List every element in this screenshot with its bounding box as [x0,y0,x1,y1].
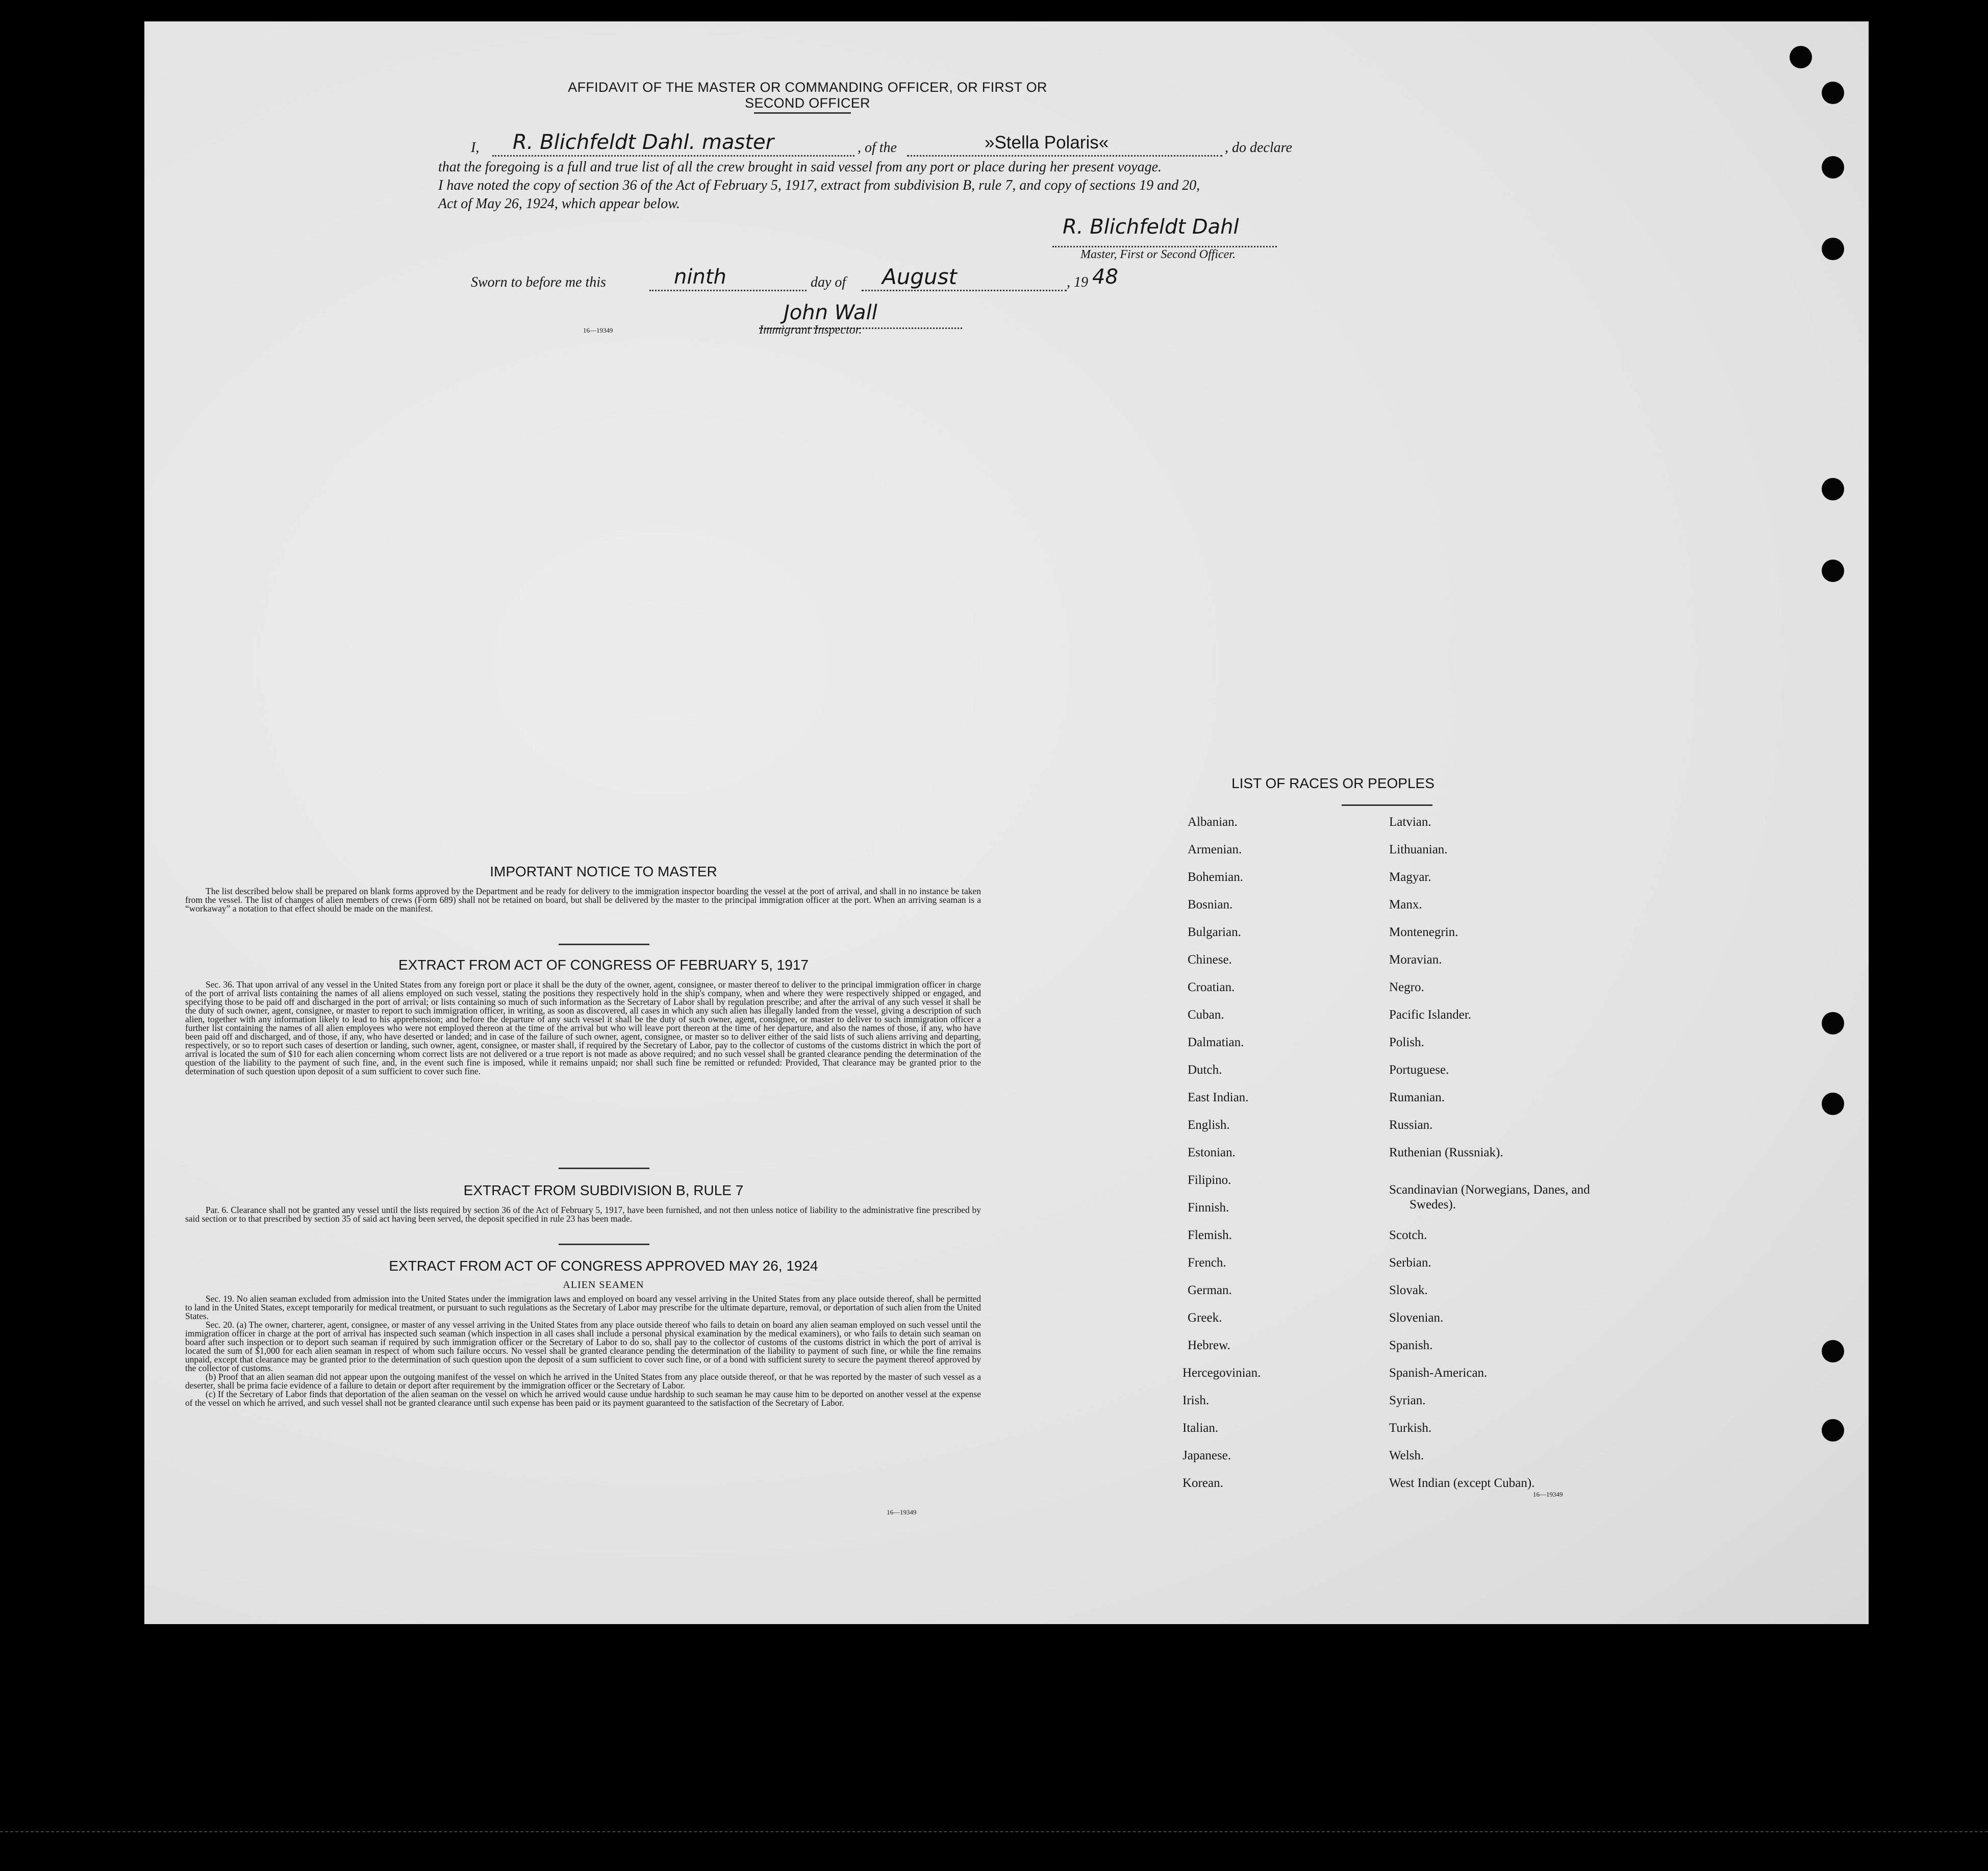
race-item: Hebrew. [1188,1338,1230,1352]
notice-text: The list described below shall be prepared on blank forms approved by the Department and be ready for delivery to the immigration inspector boarding the vessel at the port of arrival, and shall in no instance be taken from the vessel. The list of changes of alien members of crews (Form 689) shall not be retained on board, but shall be delivered by the master to the principal immigration officer at the port. When an arriving seaman is a “workaway” a notation to that effect should be made on the manifest. [185,886,981,914]
race-item: Russian. [1389,1118,1433,1132]
master-name-field [492,131,854,157]
race-item: Croatian. [1188,980,1235,994]
race-item: Cuban. [1188,1008,1224,1022]
race-item: Dutch. [1188,1063,1222,1077]
race-item: Estonian. [1188,1146,1236,1159]
sworn-label: Sworn to before me this [471,274,606,290]
master-signer-title: Master, First or Second Officer. [1080,248,1236,261]
binder-hole [1822,1419,1844,1442]
affidavit-line-1 [471,131,1537,157]
scan-edge-line [0,1831,1988,1832]
race-item: Albanian. [1188,815,1238,829]
race-item: Rumanian. [1389,1091,1445,1104]
extract-1924-body [185,1295,981,1407]
sworn-line [471,264,1185,292]
race-item: Armenian. [1188,843,1242,856]
day-value: ninth [674,265,726,289]
year-prefix: , 19 [1067,274,1088,290]
race-item: German. [1188,1283,1232,1297]
binder-hole [1822,478,1844,500]
race-item: Bosnian. [1188,898,1233,912]
race-item: Filipino. [1188,1173,1231,1187]
extract-1924-heading: EXTRACT FROM ACT OF CONGRESS APPROVED MAY 26, 1924 [389,1258,818,1274]
master-name-value: R. Blichfeldt Dahl. master [513,131,774,154]
extract-rule7-heading: EXTRACT FROM SUBDIVISION B, RULE 7 [463,1182,744,1198]
affidavit-prefix: I, [471,140,480,156]
race-item: Serbian. [1389,1256,1431,1270]
races-heading: LIST OF RACES OR PEOPLES [1231,775,1435,791]
race-item: Bulgarian. [1188,925,1241,939]
race-item: Slovak. [1389,1283,1428,1297]
race-item: Japanese. [1182,1449,1231,1462]
affidavit-title: AFFIDAVIT OF THE MASTER OR COMMANDING OFFICER, OR FIRST OR SECOND OFFICER [568,80,1047,111]
race-item: Greek. [1188,1311,1222,1325]
race-item: Lithuanian. [1389,843,1448,856]
binder-hole [1822,1340,1844,1362]
race-item: Turkish. [1389,1421,1432,1435]
affidavit-line-3: I have noted the copy of section 36 of the Act of February 5, 1917, extract from subdivision B, rule 7, and copy of sections 19 and 20, [438,178,1200,193]
race-item: Portuguese. [1389,1063,1449,1077]
section-19-text: Sec. 19. No alien seaman excluded from admission into the United States under the immigration laws and employed on board any vessel arriving in the United States from any place outside thereof, shall be permitted to land in the United States, except temporarily for medical treatment, or pursuant to such regulations as the Secretary of Labor may prescribe for the ultimate departure, removal, or deportation of such alien from the United States. [185,1294,981,1321]
race-item: Flemish. [1188,1228,1232,1242]
race-item: West Indian (except Cuban). [1389,1476,1535,1490]
extract-1917-text: Sec. 36. That upon arrival of any vessel in the United States from any foreign port or place it shall be the duty of the owner, agent, consignee, or master thereof to deliver to the principal immigration officer in charge of the port of arrival lists containing the names of all aliens employed on such vessel, stating the positions they respectively hold in the ship's company, when and where they were respectively shipped or engaged, and specifying those to be paid off and discharged in the port of arrival; or lists containing so much of such information as the Secretary of Labor shall by regulation prescribe; and after the arrival of any such vessel it shall be the duty of such owner, agent, consignee, or master to report to such immigration officer, in writing, as soon as discovered, all cases in which any such alien has illegally landed from the vessel, giving a description of such alien, together with any information likely to lead to his apprehension; and before the departure of any such vessel it shall be the duty of such owner, agent, consignee, or master to deliver to such immigration officer a further list containing the names of all alien employees who were not employed thereon at the time of the arrival but who will leave port thereon at the time of her departure, and also the names of those, if any, who have been paid off and discharged, and of those, if any, who have deserted or landed; and in case of the failure of such owner, agent, consignee, or master so to deliver either of the said lists of such aliens arriving and departing, respectively, or so to report such cases of desertion or landing, such owner, agent, consignee, or master shall, if required by the Secretary of Labor, pay to the collector of customs of the customs district in which the port of arrival is located the sum of $10 for each alien concerning whom correct lists are not delivered or a true report is not made as above required; and no such vessel shall be granted clearance pending the determination of the question of the liability to the payment of such fine, and, in the event such fine is imposed, while it remains unpaid; nor shall such fine be remitted or refunded: Provided, That clearance may be granted prior to the determination of such question upon deposit of a sum sufficient to cover such fine. [185,979,981,1076]
race-item: East Indian. [1188,1091,1249,1104]
extract-1917-heading: EXTRACT FROM ACT OF CONGRESS OF FEBRUARY 5, 1917 [398,957,809,973]
affidavit-form-number: 16—19349 [583,326,613,334]
race-item: Italian. [1182,1421,1219,1435]
race-item: Finnish. [1188,1201,1229,1215]
do-declare-label: , do declare [1225,140,1292,156]
year-value: 48 [1092,265,1118,289]
binder-hole [1822,156,1844,179]
race-item: Ruthenian (Russniak). [1389,1146,1503,1159]
binder-hole [1790,46,1812,68]
race-item: Montenegrin. [1389,925,1458,939]
divider [1342,804,1432,806]
race-item: Spanish-American. [1389,1366,1488,1380]
race-item: Irish. [1182,1394,1210,1407]
notice-heading: IMPORTANT NOTICE TO MASTER [490,864,717,879]
divider [754,112,851,114]
vessel-field [907,133,1222,157]
inspector-signature: John Wall [784,301,877,324]
race-item: Dalmatian. [1188,1035,1244,1049]
binder-hole [1822,1093,1844,1115]
divider [559,1168,649,1169]
extract-form-number: 16—19349 [887,1508,917,1516]
binder-hole [1822,238,1844,260]
vessel-name-value: »Stella Polaris« [985,133,1109,153]
month-value: August [882,264,957,289]
race-item: Magyar. [1389,870,1431,884]
day-field [649,265,807,291]
affidavit-line-4: Act of May 26, 1924, which appear below. [438,196,680,212]
race-item: English. [1188,1118,1230,1132]
race-item: Moravian. [1389,953,1442,967]
race-item: Negro. [1389,980,1424,994]
races-form-number: 16—19349 [1533,1490,1563,1498]
race-item: Latvian. [1389,815,1431,829]
race-item: Scotch. [1389,1228,1427,1242]
master-signature: R. Blichfeldt Dahl [1063,215,1239,239]
race-item: Polish. [1389,1035,1424,1049]
race-item: Pacific Islander. [1389,1008,1472,1022]
race-item: French. [1188,1256,1226,1270]
race-item: Welsh. [1389,1449,1424,1462]
race-item: Chinese. [1188,953,1232,967]
binder-hole [1822,82,1844,104]
document-page [144,21,1869,1624]
section-20b-text: (b) Proof that an alien seaman did not appear upon the outgoing manifest of the vessel on which he arrived in the United States from any place outside thereof, or that he was reported by the master of such vessel as a deserter, shall be prima facie evidence of a failure to detain or deport after requirement by the immigration officer or the Secretary of Labor. [185,1372,981,1390]
month-field [862,264,1067,291]
extract-1917-body [185,980,981,1076]
race-item: Hercegovinian. [1182,1366,1261,1380]
race-item: Spanish. [1389,1338,1433,1352]
inspector-label: Immigrant Inspector. [759,323,862,337]
section-20a-text: Sec. 20. (a) The owner, charterer, agent, consignee, or master of any vessel arriving in the United States from any place outside thereof who fails to detain on board any alien seaman employed on such vessel until the immigration officer in charge at the port of arrival has inspected such seaman (which inspection in all cases shall include a personal physical examination by the medical examiners), or who fails to detain such seaman on board after such inspection or to deport such seaman if required by such immigration officer or the Secretary of Labor to do so, shall pay to the collector of customs of the customs district in which the port of arrival is located the sum of $1,000 for each alien seaman in respect of whom such failure occurs. No vessel shall be granted clearance pending the determination of the liability to payment of such fine, or while the fine remains unpaid, except that clearance may be granted prior to the determination of such question upon the deposit of a sum sufficient to cover such fine, or of a bond with sufficient surety to secure the payment thereof approved by the collector of customs. [185,1320,981,1373]
extract-rule7-text: Par. 6. Clearance shall not be granted any vessel until the lists required by section 36 of the Act of February 5, 1917, have been furnished, and not then unless notice of liability to the administrative fine prescribed by said section or to that prescribed by section 35 of said act having been served, the deposit specified in rule 23 has been made. [185,1205,981,1224]
divider [559,1244,649,1245]
day-of-label: day of [811,274,846,290]
binder-hole [1822,560,1844,582]
race-item: Scandinavian (Norwegians, Danes, and Swedes). [1389,1183,1590,1211]
race-item: Manx. [1389,898,1422,912]
notice-body [185,887,981,913]
of-the-label: , of the [858,140,897,156]
divider [559,944,649,945]
master-signature-line [1052,215,1277,247]
race-item: Korean. [1182,1476,1223,1490]
section-20c-text: (c) If the Secretary of Labor finds that deportation of the alien seaman on the vessel on which he arrived would cause undue hardship to such seaman he may cause him to be deported on another vessel at the expense of the vessel on which he arrived, and such vessel shall not be granted clearance until such expense has been paid or its payment guaranteed to the satisfaction of the Secretary of Labor. [185,1389,981,1408]
affidavit-line-2: that the foregoing is a full and true list of all the crew brought in said vessel from any port or place during her present voyage. [438,159,1162,175]
race-item: Slovenian. [1389,1311,1444,1325]
binder-hole [1822,1012,1844,1034]
extract-1924-subheading: ALIEN SEAMEN [563,1279,644,1291]
race-item: Bohemian. [1188,870,1244,884]
race-item: Syrian. [1389,1394,1426,1407]
extract-rule7-body [185,1206,981,1223]
